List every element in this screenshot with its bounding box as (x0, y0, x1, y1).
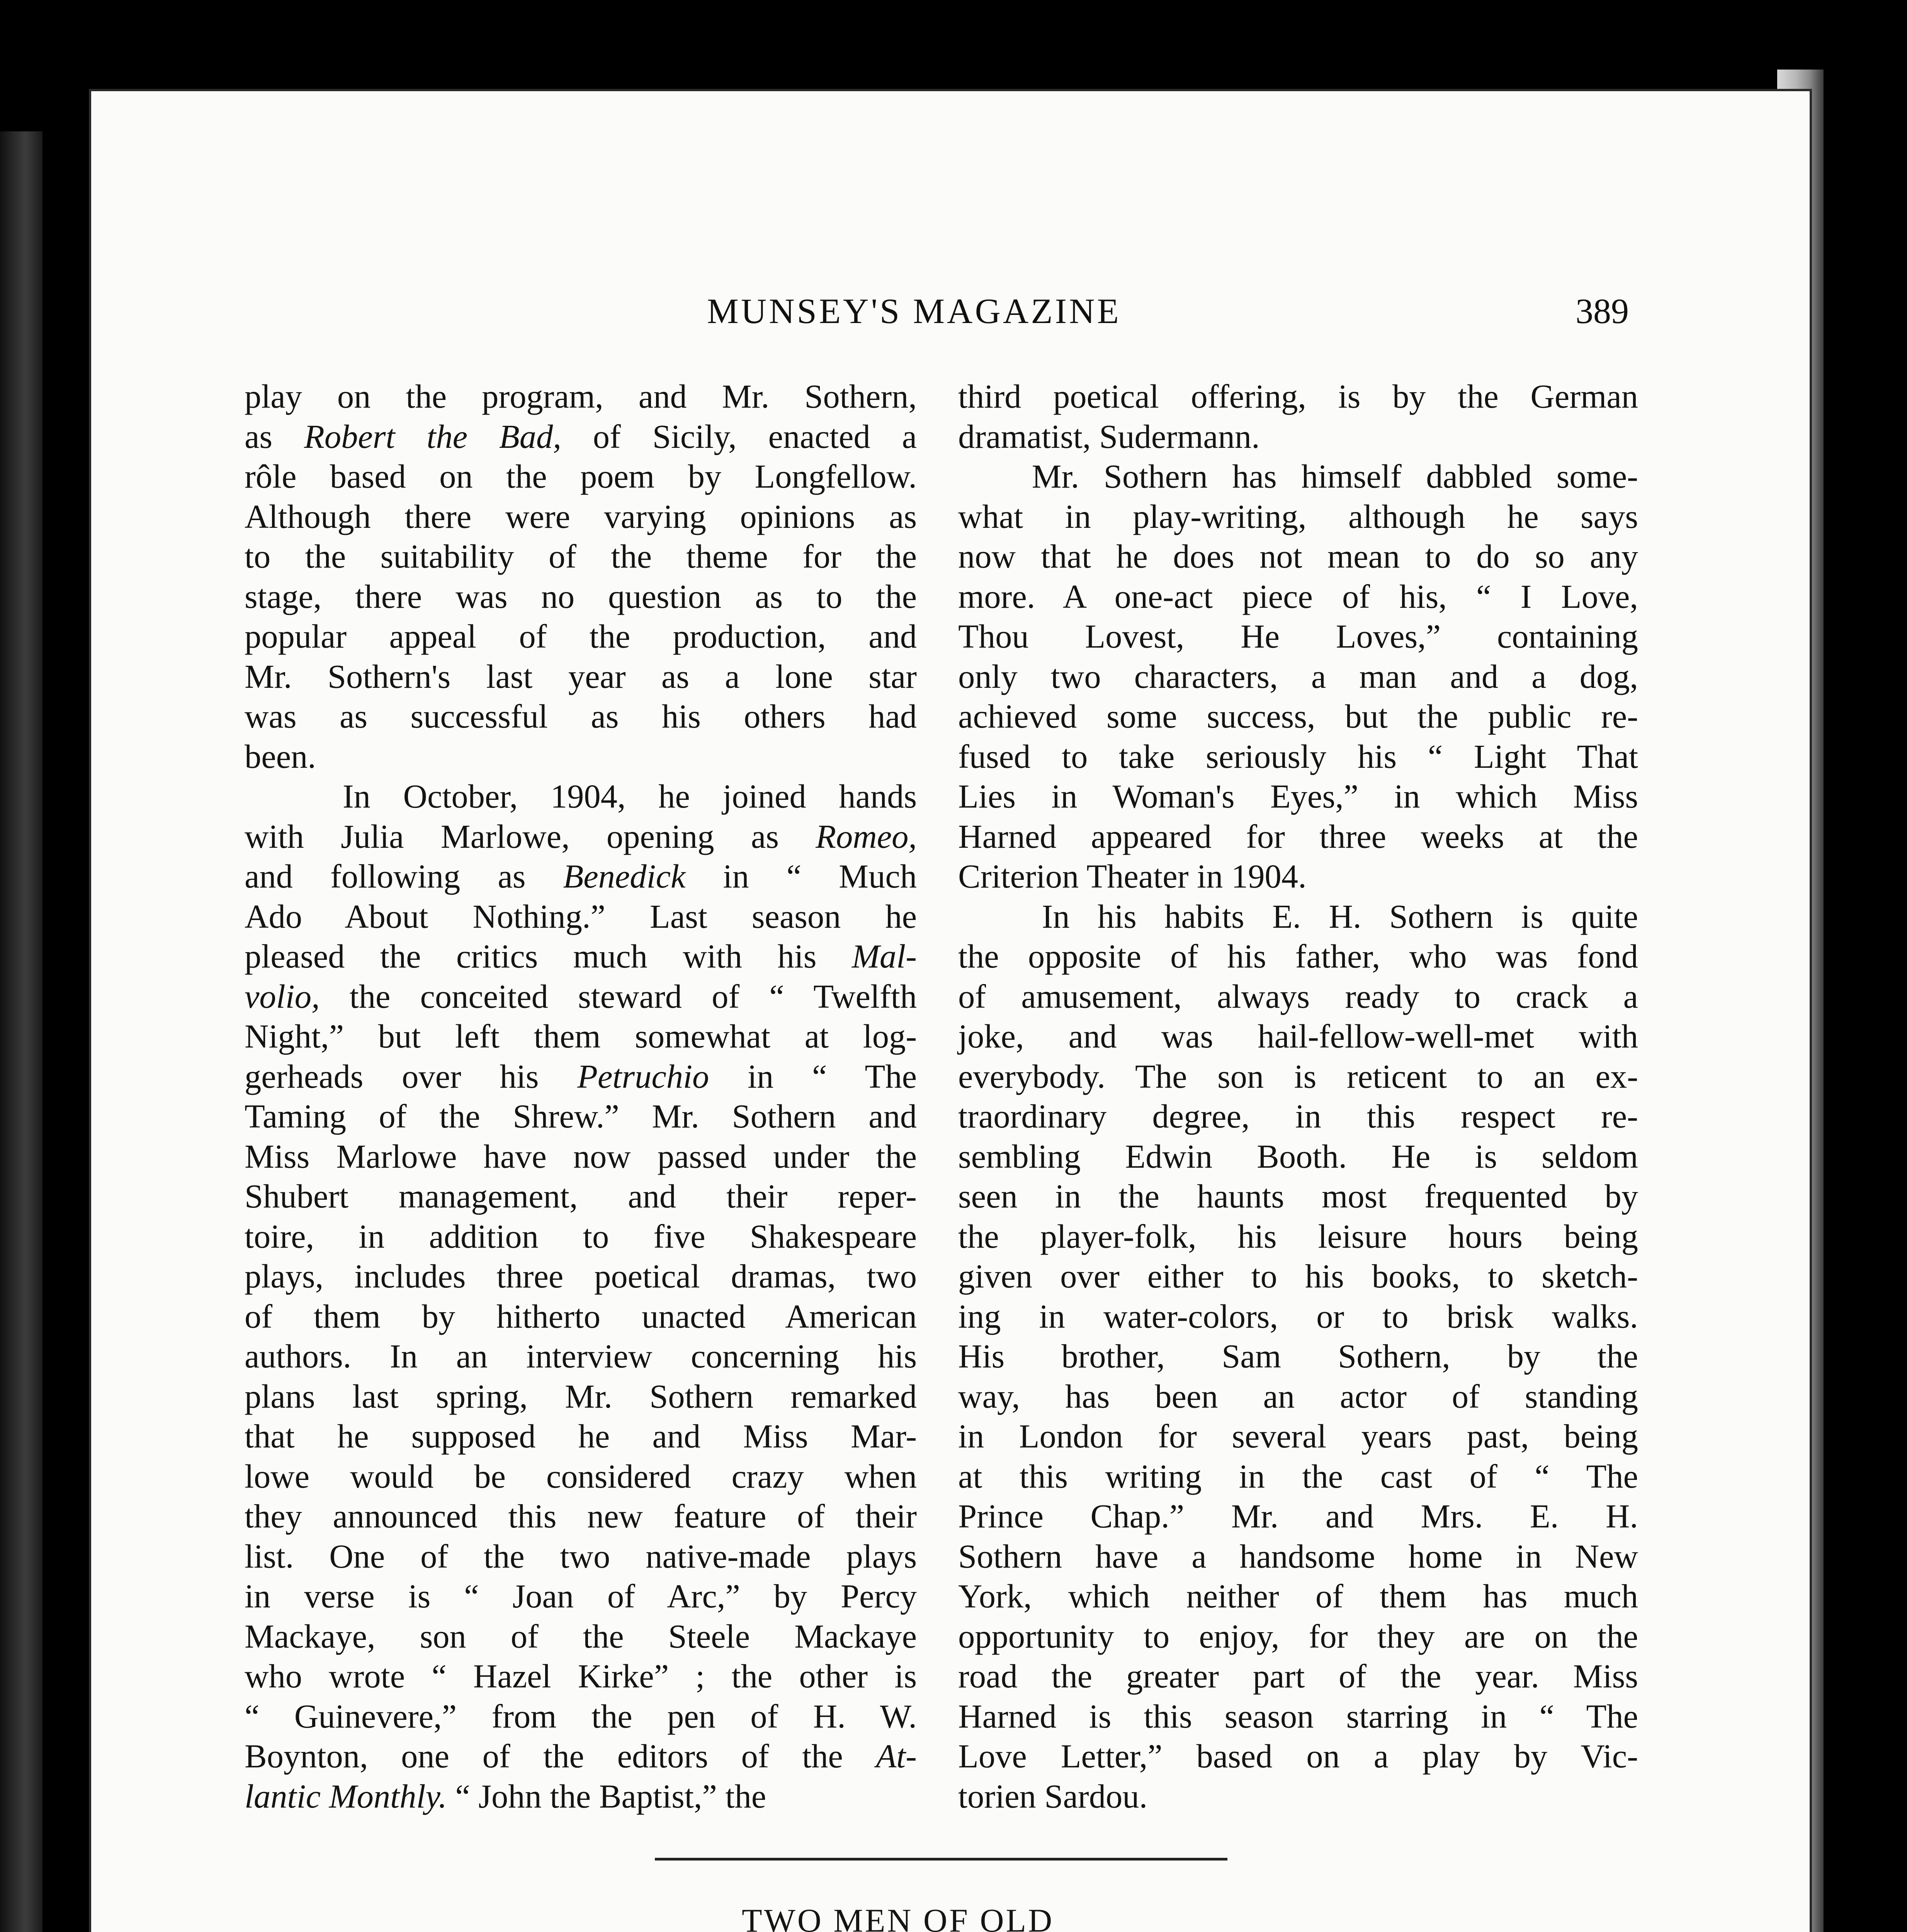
text-line: popular appeal of the production, and (245, 618, 917, 655)
text-line: traordinary degree, in this respect re- (958, 1098, 1638, 1135)
right-column (958, 377, 1638, 1816)
text-line: In his habits E. H. Sothern is quite (958, 898, 1638, 935)
text-line: Miss Marlowe have now passed under the (245, 1138, 917, 1175)
text-line: to the suitability of the theme for the (245, 538, 917, 575)
text-line: way, has been an actor of standing (958, 1378, 1638, 1415)
text-line: the player-folk, his leisure hours being (958, 1218, 1638, 1255)
text-line: Ado About Nothing.” Last season he (245, 898, 917, 935)
text-line: In October, 1904, he joined hands (245, 778, 917, 815)
text-line: Shubert management, and their reper- (245, 1178, 917, 1215)
text-line: of amusement, always ready to crack a (958, 978, 1638, 1015)
text-line: been. (245, 738, 316, 775)
text-line: play on the program, and Mr. Sothern, (245, 378, 917, 415)
text-line: they announced this new feature of their (245, 1498, 917, 1535)
text-line: Harned appeared for three weeks at the (958, 818, 1638, 855)
text-line: in London for several years past, being (958, 1418, 1638, 1455)
text-line: fused to take seriously his “ Light That (958, 738, 1638, 775)
text-line: in verse is “ Joan of Arc,” by Percy (245, 1578, 917, 1615)
text-line: Sothern have a handsome home in New (958, 1537, 1638, 1575)
text-line: achieved some success, but the public re- (958, 698, 1638, 735)
text-line: volio, the conceited steward of “ Twelfth (245, 978, 917, 1015)
text-line: at this writing in the cast of “ The (958, 1458, 1638, 1495)
book-spine-shadow (0, 131, 42, 1932)
text-line: ing in water-colors, or to brisk walks. (958, 1298, 1638, 1335)
text-line: rôle based on the poem by Longfellow. (245, 458, 917, 495)
text-line: the opposite of his father, who was fond (958, 938, 1638, 975)
text-line: gerheads over his Petruchio in “ The (245, 1058, 917, 1095)
text-line: who wrote “ Hazel Kirke” ; the other is (245, 1658, 917, 1695)
text-line: now that he does not mean to do so any (958, 538, 1638, 575)
text-line: Prince Chap.” Mr. and Mrs. E. H. (958, 1498, 1638, 1535)
text-line: that he supposed he and Miss Mar- (245, 1418, 917, 1455)
text-line: stage, there was no question as to the (245, 578, 917, 615)
text-line: toire, in addition to five Shakespeare (245, 1218, 917, 1255)
text-line: of them by hitherto unacted American (245, 1298, 917, 1335)
text-line: and following as Benedick in “ Much (245, 858, 917, 895)
poem-title: TWO MEN OF OLD (742, 1902, 1054, 1932)
text-line: Lies in Woman's Eyes,” in which Miss (958, 778, 1638, 815)
text-line: sembling Edwin Booth. He is seldom (958, 1138, 1638, 1175)
text-line: His brother, Sam Sothern, by the (958, 1338, 1638, 1375)
text-line: joke, and was hail-fellow-well-met with (958, 1018, 1638, 1055)
text-line: Boynton, one of the editors of the At- (245, 1738, 917, 1775)
text-line: only two characters, a man and a dog, (958, 658, 1638, 695)
text-line: lantic Monthly. “ John the Baptist,” the (245, 1777, 767, 1815)
text-line: more. A one-act piece of his, “ I Love, (958, 578, 1638, 615)
page-number: 389 (1576, 291, 1629, 331)
text-line: opportunity to enjoy, for they are on the (958, 1617, 1638, 1655)
text-line: York, which neither of them has much (958, 1578, 1638, 1615)
running-head: MUNSEY'S MAGAZINE (707, 291, 1121, 331)
text-line: pleased the critics much with his Mal- (245, 938, 917, 975)
text-line: Mr. Sothern has himself dabbled some- (958, 458, 1638, 495)
text-line: with Julia Marlowe, opening as Romeo, (245, 818, 917, 855)
left-column (245, 377, 917, 1816)
text-line: Criterion Theater in 1904. (958, 858, 1307, 895)
text-line: Taming of the Shrew.” Mr. Sothern and (245, 1098, 917, 1135)
text-line: “ Guinevere,” from the pen of H. W. (245, 1697, 917, 1735)
text-line: everybody. The son is reticent to an ex- (958, 1058, 1638, 1095)
text-line: Although there were varying opinions as (245, 498, 917, 535)
text-line: Harned is this season starring in “ The (958, 1697, 1638, 1735)
text-line: list. One of the two native-made plays (245, 1537, 917, 1575)
text-line: plays, includes three poetical dramas, two (245, 1258, 917, 1295)
text-line: what in play-writing, although he says (958, 498, 1638, 535)
text-line: seen in the haunts most frequented by (958, 1178, 1638, 1215)
text-line: dramatist, Sudermann. (958, 418, 1260, 455)
text-line: torien Sardou. (958, 1777, 1148, 1815)
text-line: road the greater part of the year. Miss (958, 1658, 1638, 1695)
text-line: Mr. Sothern's last year as a lone star (245, 658, 917, 695)
text-line: plans last spring, Mr. Sothern remarked (245, 1378, 917, 1415)
section-divider (655, 1858, 1227, 1861)
text-line: as Robert the Bad, of Sicily, enacted a (245, 418, 917, 455)
text-line: Night,” but left them somewhat at log- (245, 1018, 917, 1055)
text-line: Thou Lovest, He Loves,” containing (958, 618, 1638, 655)
text-line: was as successful as his others had (245, 698, 917, 735)
text-line: lowe would be considered crazy when (245, 1458, 917, 1495)
text-line: authors. In an interview concerning his (245, 1338, 917, 1375)
text-line: given over either to his books, to sketch- (958, 1258, 1638, 1295)
text-line: Love Letter,” based on a play by Vic- (958, 1738, 1638, 1775)
text-line: Mackaye, son of the Steele Mackaye (245, 1617, 917, 1655)
text-line: third poetical offering, is by the German (958, 378, 1638, 415)
